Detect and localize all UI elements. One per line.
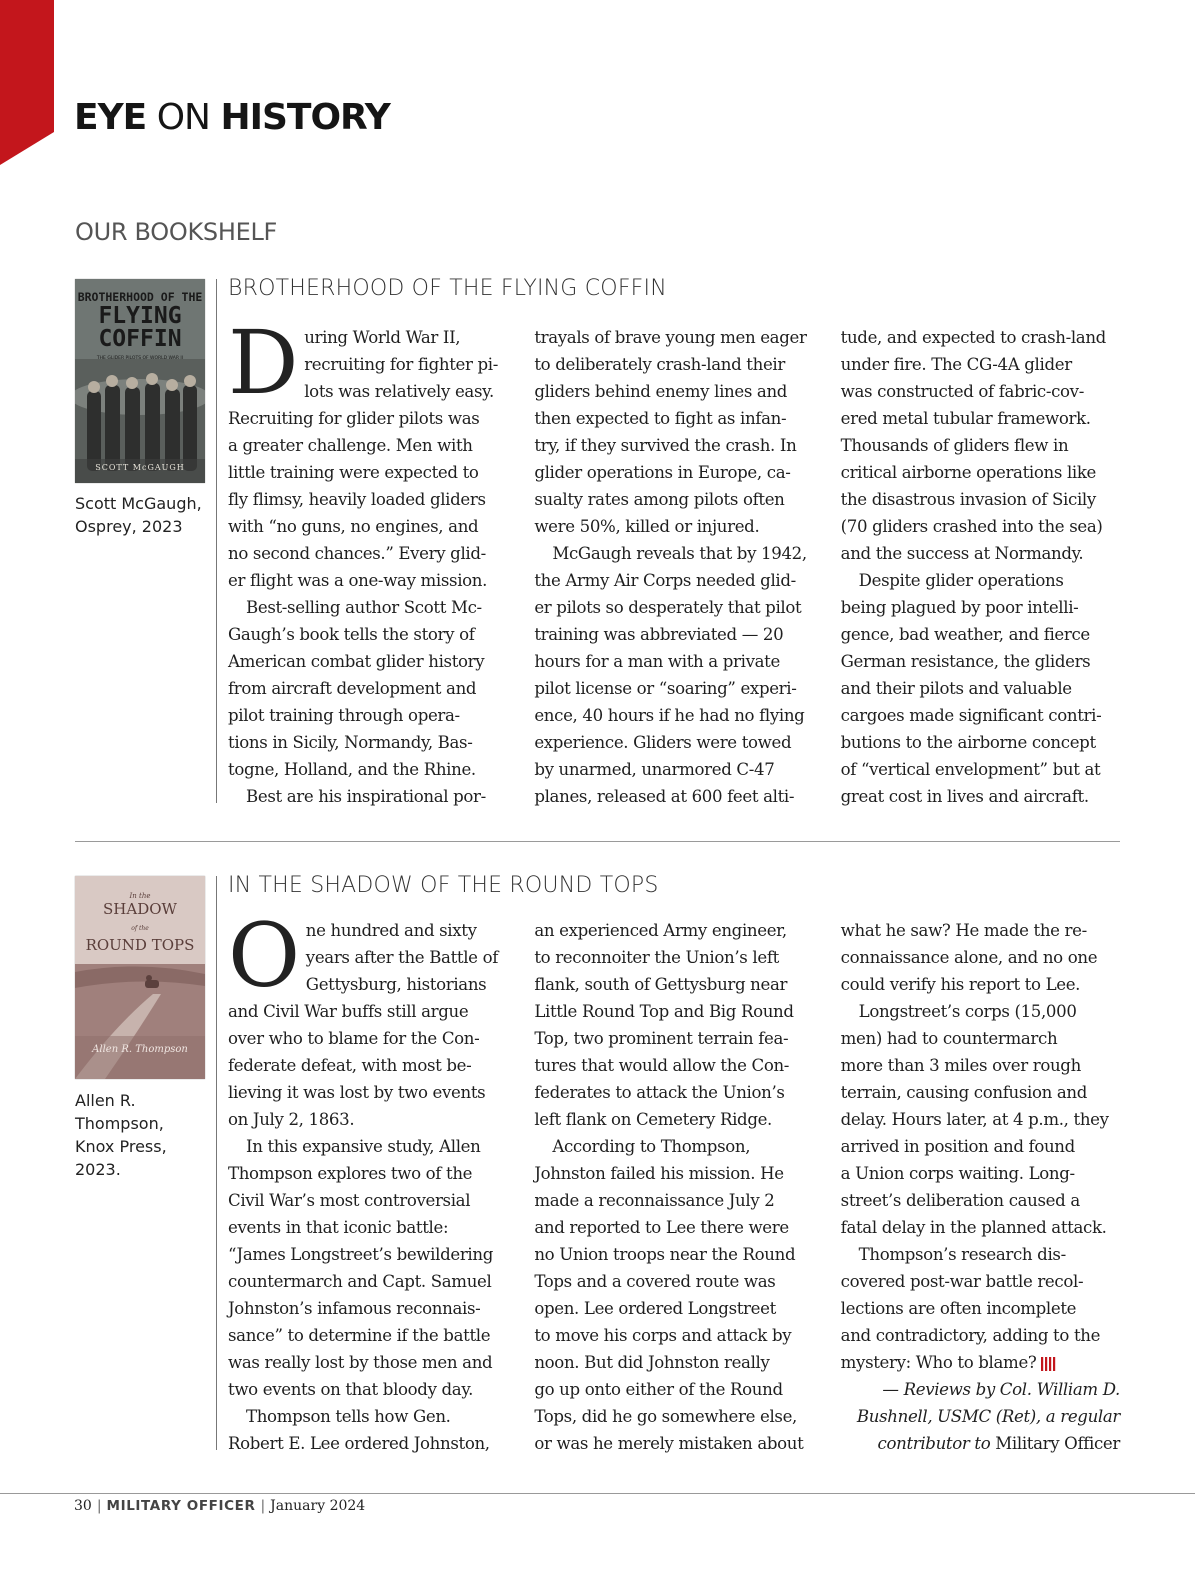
column-rule	[216, 876, 217, 1450]
text-line: (70 gliders crashed into the sea)	[840, 517, 1103, 536]
section-divider	[75, 841, 1120, 842]
text-line: left flank on Cemetery Ridge.	[534, 1110, 772, 1129]
text-line: tude, and expected to crash-land	[840, 328, 1106, 347]
text-line: open. Lee ordered Longstreet	[534, 1299, 776, 1318]
text-line: from aircraft development and	[228, 679, 477, 698]
cover-author: SCOTT McGAUGH	[95, 463, 185, 472]
text-line: great cost in lives and aircraft.	[840, 787, 1089, 806]
text-line: flank, south of Gettysburg near	[534, 975, 788, 994]
text-line: noon. But did Johnston really	[534, 1353, 770, 1372]
review-title-2: IN THE SHADOW OF THE ROUND TOPS	[228, 873, 659, 898]
text-line: ne hundred and sixty	[305, 921, 477, 940]
text-line: or was he merely mistaken about	[534, 1434, 804, 1453]
text-line: er flight was a one-way mission.	[228, 571, 488, 590]
text-line: critical airborne operations like	[840, 463, 1097, 482]
text-line: and contradictory, adding to the	[840, 1326, 1101, 1345]
text-line: training was abbreviated — 20	[534, 625, 784, 644]
text-line: Longstreet’s corps (15,000	[858, 1002, 1077, 1021]
text-line: and their pilots and valuable	[840, 679, 1072, 698]
text-line: recruiting for fighter pi-	[304, 355, 498, 374]
text-line: pilot training through opera-	[228, 706, 460, 725]
text-line: planes, released at 600 feet alti-	[534, 787, 795, 806]
text-line: delay. Hours later, at 4 p.m., they	[840, 1110, 1109, 1129]
text-line: over who to blame for the Con-	[228, 1029, 480, 1048]
header-eye: EYE	[74, 97, 147, 138]
text-line: and reported to Lee there were	[534, 1218, 789, 1237]
book-cover-round-tops	[75, 876, 205, 1079]
text-line: In this expansive study, Allen	[246, 1137, 481, 1156]
text-line: Civil War’s most controversial	[228, 1191, 471, 1210]
text-line: little training were expected to	[228, 463, 479, 482]
credit-line: Bushnell, USMC (Ret), a regular	[856, 1407, 1120, 1426]
cover-text-line2: SHADOW	[103, 900, 177, 918]
text-line: an experienced Army engineer,	[534, 921, 787, 940]
cover-subtitle: THE GLIDER PILOTS OF WORLD WAR II	[96, 356, 184, 361]
cover-text-line3: of the	[131, 925, 149, 932]
text-line: togne, Holland, and the Rhine.	[228, 760, 476, 779]
drop-cap: O	[228, 904, 300, 1007]
text-line: no Union troops near the Round	[534, 1245, 796, 1264]
text-line: Tops and a covered route was	[534, 1272, 776, 1291]
footer-separator: |	[260, 1498, 266, 1514]
text-line: countermarch and Capt. Samuel	[228, 1272, 492, 1291]
text-line: lots was relatively easy.	[304, 382, 494, 401]
text-line: what he saw? He made the re-	[840, 921, 1087, 940]
text-line: Best are his inspirational por-	[246, 787, 486, 806]
book-caption-1	[75, 492, 202, 538]
footer-rule	[0, 1493, 1195, 1494]
review-body-1	[228, 311, 1120, 810]
review-credit	[841, 1376, 1120, 1457]
page-footer	[74, 1498, 365, 1514]
text-line: go up onto either of the Round	[534, 1380, 783, 1399]
text-line: Thompson explores two of the	[228, 1164, 473, 1183]
column-rule	[216, 279, 217, 803]
text-line: Best-selling author Scott Mc-	[246, 598, 482, 617]
text-line: American combat glider history	[228, 652, 485, 671]
text-line: German resistance, the gliders	[840, 652, 1091, 671]
text-line: glider operations in Europe, ca-	[534, 463, 791, 482]
text-line: Despite glider operations	[858, 571, 1064, 590]
text-line: two events on that bloody day.	[228, 1380, 474, 1399]
drop-cap: D	[228, 311, 299, 414]
text-line: lieving it was lost by two events	[228, 1083, 486, 1102]
text-line: ered metal tubular framework.	[840, 409, 1091, 428]
text-line: to move his corps and attack by	[534, 1326, 792, 1345]
text-line: “James Longstreet’s bewildering	[228, 1245, 493, 1264]
cover-text-line3: COFFIN	[98, 326, 182, 352]
text-line: hours for a man with a private	[534, 652, 780, 671]
text-column	[228, 904, 507, 1457]
book-cover-flying-coffin	[75, 279, 205, 483]
credit-line: contributor to	[877, 1434, 991, 1453]
caption-line: Scott McGaugh,	[75, 494, 202, 513]
text-line: events in that iconic battle:	[228, 1218, 449, 1237]
text-line: McGaugh reveals that by 1942,	[552, 544, 807, 563]
credit-line: — Reviews by Col. William D.	[882, 1380, 1120, 1399]
cover-text-line2: FLYING	[98, 303, 182, 329]
text-line: Johnston failed his mission. He	[534, 1164, 784, 1183]
text-line: street’s deliberation caused a	[840, 1191, 1080, 1210]
text-line: Robert E. Lee ordered Johnston,	[228, 1434, 490, 1453]
review-title-1: BROTHERHOOD OF THE FLYING COFFIN	[228, 276, 667, 301]
text-line: federates to attack the Union’s	[534, 1083, 785, 1102]
corner-accent-tab	[0, 0, 54, 165]
text-line: gliders behind enemy lines and	[534, 382, 788, 401]
text-line: was constructed of fabric-cov-	[840, 382, 1084, 401]
text-line: could verify his report to Lee.	[840, 975, 1081, 994]
text-line: no second chances.” Every glid-	[228, 544, 486, 563]
cover-author: Allen R. Thompson	[92, 1044, 188, 1055]
text-line: ence, 40 hours if he had no flying	[534, 706, 805, 725]
header-on: ON	[156, 97, 210, 138]
text-line: connaissance alone, and no one	[840, 948, 1098, 967]
text-column	[841, 917, 1120, 1457]
text-line: years after the Battle of	[305, 948, 498, 967]
text-line: on July 2, 1863.	[228, 1110, 355, 1129]
text-line: Thompson tells how Gen.	[246, 1407, 451, 1426]
text-column	[534, 917, 813, 1457]
text-line: then expected to fight as infan-	[534, 409, 787, 428]
text-line: a Union corps waiting. Long-	[840, 1164, 1075, 1183]
text-line: and the success at Normandy.	[840, 544, 1084, 563]
text-line: trayals of brave young men eager	[534, 328, 807, 347]
text-line: Tops, did he go somewhere else,	[534, 1407, 797, 1426]
header-history: HISTORY	[220, 97, 390, 138]
text-line: the Army Air Corps needed glid-	[534, 571, 796, 590]
caption-line: Knox Press,	[75, 1137, 167, 1156]
page-number: 30	[74, 1498, 92, 1514]
credit-publication: Military Officer	[995, 1434, 1120, 1453]
caption-line: Allen R.	[75, 1091, 136, 1110]
text-line: fatal delay in the planned attack.	[840, 1218, 1107, 1237]
text-line: terrain, causing confusion and	[840, 1083, 1088, 1102]
cover-text-line1: BROTHERHOOD OF THE	[77, 290, 203, 304]
caption-line: Osprey, 2023	[75, 517, 183, 536]
text-line: the disastrous invasion of Sicily	[840, 490, 1096, 509]
publication-name: MILITARY OFFICER	[106, 1498, 256, 1514]
text-line: and Civil War buffs still argue	[228, 1002, 469, 1021]
text-column	[228, 311, 507, 810]
text-line: butions to the airborne concept	[840, 733, 1096, 752]
text-column	[534, 324, 813, 810]
caption-line: 2023.	[75, 1160, 121, 1179]
caption-line: Thompson,	[75, 1114, 164, 1133]
text-line: lections are often incomplete	[840, 1299, 1077, 1318]
bookshelf-label: OUR BOOKSHELF	[75, 218, 278, 246]
text-line: made a reconnaissance July 2	[534, 1191, 775, 1210]
text-line: try, if they survived the crash. In	[534, 436, 797, 455]
text-line: fly flimsy, heavily loaded gliders	[228, 490, 486, 509]
text-line: cargoes made significant contri-	[840, 706, 1102, 725]
text-line: er pilots so desperately that pilot	[534, 598, 802, 617]
text-line: of “vertical envelopment” but at	[840, 760, 1101, 779]
text-line: sualty rates among pilots often	[534, 490, 785, 509]
review-body-2	[228, 904, 1120, 1457]
text-line: were 50%, killed or injured.	[534, 517, 760, 536]
text-line: Gettysburg, historians	[305, 975, 487, 994]
text-line: covered post-war battle recol-	[840, 1272, 1084, 1291]
text-line: under fire. The CG-4A glider	[840, 355, 1072, 374]
text-line: with “no guns, no engines, and	[228, 517, 479, 536]
section-header	[74, 96, 390, 140]
text-line: mystery: Who to blame?	[840, 1353, 1037, 1372]
text-column	[841, 324, 1120, 810]
text-line: Gaugh’s book tells the story of	[228, 625, 475, 644]
text-line: Thousands of gliders flew in	[840, 436, 1069, 455]
text-line: federate defeat, with most be-	[228, 1056, 472, 1075]
text-line: to deliberately crash-land their	[534, 355, 785, 374]
end-mark-icon	[1040, 1356, 1056, 1372]
cover-text-line1: In the	[129, 892, 151, 900]
text-line: experience. Gliders were towed	[534, 733, 792, 752]
book-caption-2	[75, 1089, 167, 1181]
footer-separator: |	[96, 1498, 102, 1514]
text-line: a greater challenge. Men with	[228, 436, 473, 455]
text-line: Thompson’s research dis-	[858, 1245, 1066, 1264]
text-line: Top, two prominent terrain fea-	[534, 1029, 789, 1048]
text-line: pilot license or “soaring” experi-	[534, 679, 797, 698]
text-line: being plagued by poor intelli-	[840, 598, 1079, 617]
text-line: Recruiting for glider pilots was	[228, 409, 480, 428]
text-line: arrived in position and found	[840, 1137, 1075, 1156]
text-line: was really lost by those men and	[228, 1353, 493, 1372]
text-line: Johnston’s infamous reconnais-	[228, 1299, 481, 1318]
text-line: more than 3 miles over rough	[840, 1056, 1081, 1075]
text-line: to reconnoiter the Union’s left	[534, 948, 779, 967]
text-line: According to Thompson,	[552, 1137, 751, 1156]
cover-text-line4: ROUND TOPS	[85, 936, 195, 954]
text-line: gence, bad weather, and fierce	[840, 625, 1090, 644]
text-line: men) had to countermarch	[840, 1029, 1058, 1048]
text-line: uring World War II,	[304, 328, 461, 347]
text-line: by unarmed, unarmored C-47	[534, 760, 775, 779]
text-line: tions in Sicily, Normandy, Bas-	[228, 733, 473, 752]
issue-date: January 2024	[270, 1498, 366, 1514]
text-line: tures that would allow the Con-	[534, 1056, 790, 1075]
text-line: sance” to determine if the battle	[228, 1326, 491, 1345]
text-line: Little Round Top and Big Round	[534, 1002, 794, 1021]
